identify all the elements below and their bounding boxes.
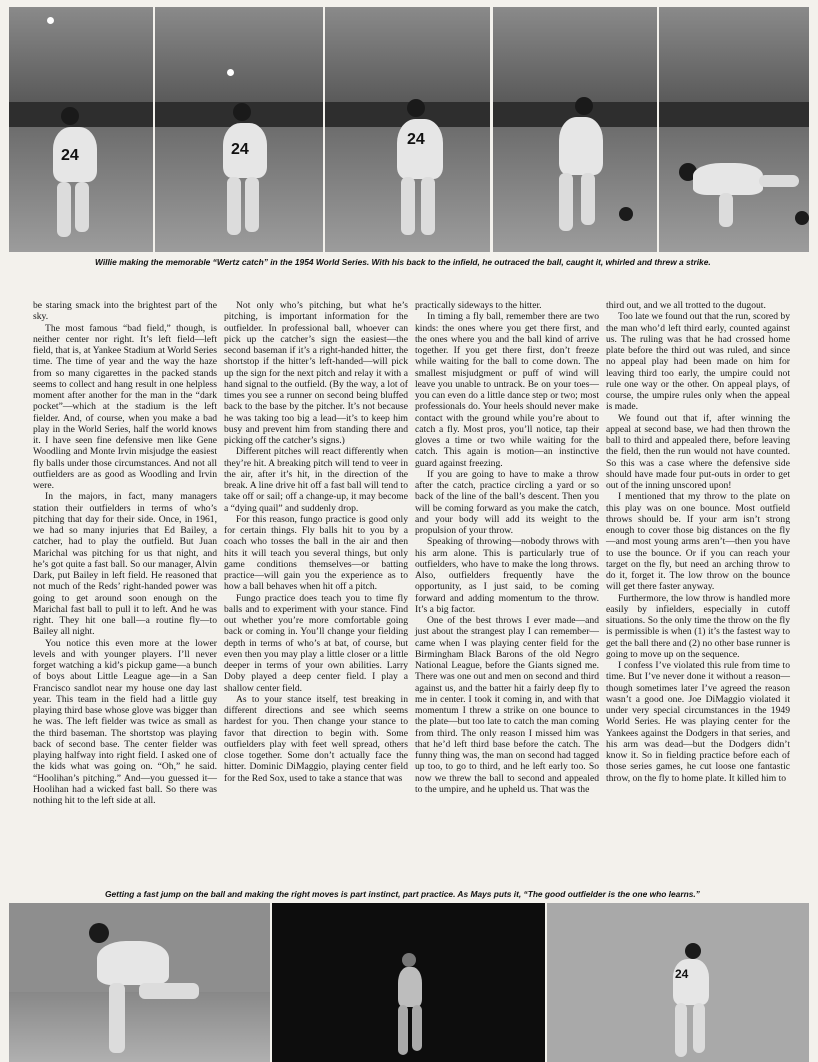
- article-column-2: [224, 300, 408, 784]
- jersey-number: 24: [61, 147, 79, 164]
- paragraph: I confess I’ve violated this rule from time to time. But I’ve never done it without a reason—though sometimes later I’ve agreed the reason wasn’t a good one. Joe DiMaggio violated it under very special circumstances in the 1949 World Series. He was playing center for the Yankees against the Dodgers in that series, and his arm was dead—but the Dodgers didn’t know it. So in fielding practice before each of those series games, he cut loose one fantastic throw, on the fly to home plate. It killed him to: [606, 660, 790, 784]
- paragraph: be staring smack into the brightest part of the sky.: [33, 300, 217, 323]
- article-column-4: [606, 300, 790, 784]
- bottom-photo-2: [272, 903, 545, 1062]
- paragraph: In timing a fly ball, remember there are two kinds: the ones where you get there first, and the ones where you and the ball kind of arrive together. If you get there first, don’t freeze while waiting for the ball to come down. The smallest misjudgment or puff of wind will leave you unable to untrack. Be on your toes—you can even do a little dance step or two; most professionals do. Your heels should never make contact with the ground while you’re about to catch a fly. Most pros, you’ll notice, tap their gloves a time or two while waiting for the catch. This again is motion—an instinctive guard against freezing.: [415, 311, 599, 469]
- paragraph: Furthermore, the low throw is handled more easily by infielders, especially in cutoff situations. So the only time the throw on the fly is permissible is when (1) it’s the fastest way to get the ball there and (2) no other base runner is going to move up on the sequence.: [606, 592, 790, 660]
- top-photo-3: [325, 7, 490, 252]
- paragraph: As to your stance itself, test breaking in different directions and see which seems hardest for you. Then change your stance to favor that direction to begin with. Some outfielders play with feet well spread, others close together. Some don’t actually face the hitter. Dominic DiMaggio, playing center field for the Red Sox, used to take a stance that was: [224, 693, 408, 784]
- jersey-number: 24: [675, 967, 689, 981]
- paragraph: Fungo practice does teach you to time fly balls and to experiment with your stance. Find out whether you’re more comfortable going back or coming in. You’ll change your fielding depth in terms of who’s at bat, of course, but even then you may play a little closer or a little deeper in terms of your own abilities. Larry Doby played a deep center field. I play a shallow center field.: [224, 592, 408, 694]
- bottom-photo-3: [547, 903, 809, 1062]
- paragraph: The most famous “bad field,” though, is neither center nor right. It’s left field—left field, that is, at Yankee Stadium at World Series time. The time of year and the way the haze from so many cigarettes in the packed stands seems to collect and hang result in one helpless moment after another for the man in the “dark pocket”—which at the stadium is the left fielder. And, of course, when you make a bad play in the World Series, half the world knows it. I have seen fine defensive men like Gene Woodling and Monte Irvin misjudge the easiest fly balls under those circumstances. And not all outfielders are as good as Woodling and Irvin were.: [33, 322, 217, 491]
- jersey-number: 24: [407, 131, 425, 148]
- top-photo-1: [9, 7, 153, 252]
- paragraph: If you are going to have to make a throw after the catch, practice circling a yard or so back of the line of the ball’s descent. Then you will be coming forward as you make the catch, and your body will add its weight to the propulsion of your throw.: [415, 468, 599, 536]
- paragraph: practically sideways to the hitter.: [415, 300, 542, 311]
- paragraph: We found out that if, after winning the appeal at second base, we had then thrown the ball to third and appealed there, before leaving the field, then the run would not have counted. So this was a case where the defensive side should have made four put-outs in order to get out of the inning unscored upon!: [606, 412, 790, 491]
- top-photo-2: [155, 7, 323, 252]
- paragraph: For this reason, fungo practice is good only for certain things. Fly balls hit to you by a coach who tosses the ball in the air and then hits it will teach you several things, but only game conditions themselves—or batting practice—will gain you the experience as to how a ball behaves when hit off a pitch.: [224, 513, 408, 593]
- paragraph: Different pitches will react differently when they’re hit. A breaking pitch will tend to veer in the air, after it’s hit, in the direction of the break. A line drive hit off a fast ball will tend to take off or sail; off a change-up, it may become a “dying quail” and suddenly drop.: [224, 446, 408, 514]
- paragraph: Speaking of throwing—nobody throws with his arm alone. This is particularly true of outfielders, who have to make the long throws. Also, outfielders frequently have the opportunity, as I just said, to be coming forward and adding momentum to the throw. It’s a big factor.: [415, 536, 599, 615]
- paragraph: One of the best throws I ever made—and just about the strangest play I can remember—came when I was playing center field for the Birmingham Black Barons of the old Negro National League, before the Giants signed me. There was one out and men on second and third against us, and the batter hit a fairly deep fly to me in center. I took it coming in, and with that momentum I threw a strike on one bounce to the plate—but too late to catch the man coming from third. The only reason I missed him was that he’d left third base before the catch. The funny thing was, the man on second had tagged up too, to go to third, and he left early too. So now we threw the ball to second and appealed to the umpire, and he upheld us. That was the: [415, 615, 599, 795]
- paragraph: Too late we found out that the run, scored by the man who’d left third early, counted against us. The ruling was that he had crossed home plate before the third out was ruled, and since no appeal play had been made on him for leaving third too early, the umpire could not rule one way or the other. On appeal plays, of course, the umpire rules only when the appeal is made.: [606, 311, 790, 413]
- article-column-1: [33, 300, 217, 806]
- paragraph: In the majors, in fact, many managers station their outfielders in terms of who’s pitching that day for their side. Once, in 1961, we had so many injuries that Ed Bailey, a catcher, had to play the outfield. But Juan Marichal was pitching for us that night, and he’s got quite a fast ball. So our manager, Alvin Dark, put Bailey in left field. He reasoned that not much of the Reds’ right-handed power was going to get around soon enough on the Marichal fast ball to pull it to left. And he was right. They hit one ball—a routine fly—to Bailey all night.: [33, 491, 217, 638]
- jersey-number: 24: [231, 141, 249, 158]
- top-photo-4: [493, 7, 657, 252]
- paragraph: third out, and we all trotted to the dugout.: [606, 300, 766, 311]
- bottom-photo-caption: Getting a fast jump on the ball and making the right moves is part instinct, part practice. As Mays puts it, “The good outfielder is the one who learns.”: [105, 889, 700, 899]
- top-photo-5: [659, 7, 809, 252]
- bottom-photo-1: [9, 903, 270, 1062]
- article-column-3: [415, 300, 599, 795]
- paragraph: Not only who’s pitching, but what he’s pitching, is important information for the outfielder. In professional ball, whoever can pick up the catcher’s sign the easiest—the second baseman if it’s a right-handed hitter, the shortstop if the hitter’s left-handed—will pick up the sign for the next pitch and relay it with a hand signal to the outfield. (By the way, a lot of times you see a runner on second being bluffed back to the base by the pitcher. It’s not because he was taking too big a lead—it’s to keep him busy and prevent him from standing there and picking off the catcher’s signs.): [224, 300, 408, 446]
- paragraph: You notice this even more at the lower levels and with younger players. I’ll never forget watching a kid’s pickup game—a bunch of boys about Little League age—in a San Francisco sandlot near my house one day last year. This team in the field had a little guy playing third base whose glove was bigger than he was. The left fielder was twice as small as the third baseman. The shortstop was playing back of second base. The center fielder was playing halfway into right field. I asked one of the kids what was going on. “Oh,” he said. “Hoolihan’s pitching.” And—you guessed it—Hoolihan had a wicked fast ball. So there was nothing hit to the left side at all.: [33, 637, 217, 806]
- top-photo-caption: Willie making the memorable “Wertz catch” in the 1954 World Series. With his back to the infield, he outraced the ball, caught it, whirled and threw a strike.: [95, 257, 711, 267]
- paragraph: I mentioned that my throw to the plate on this play was on one bounce. Most outfield throws should be. If your arm isn’t strong enough to cover those big distances on the fly—and most young arms aren’t—then you have to use the bounce. Or if you can reach your target on the fly, but need an arching throw to do it, forget it. The low throw on the bounce will get there faster anyway.: [606, 491, 790, 593]
